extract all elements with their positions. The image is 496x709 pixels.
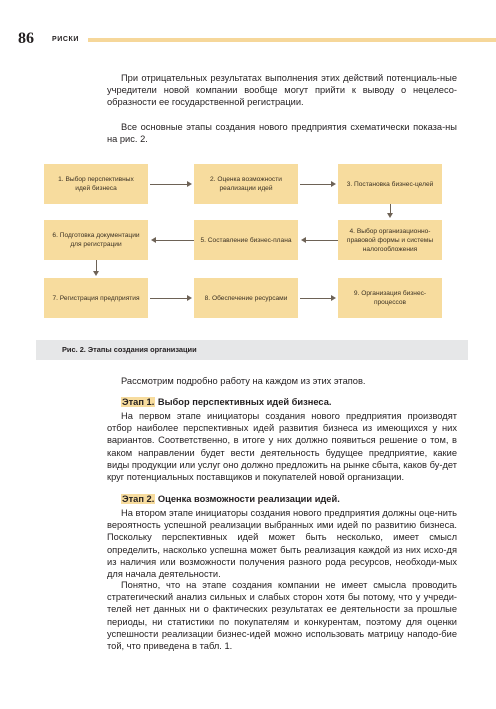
intro-paragraph-2: Все основные этапы создания нового предприятия схематически показа-ны на рис. 2. [107,122,457,145]
arrowhead-5-6 [151,237,156,243]
intro-paragraph-1: При отрицательных результатах выполнения этих действий потенциаль-ные учредители новой компании вообще могут прийти к выводу о нецелесо-образности ее государственной регистрации. [107,73,457,108]
arrowhead-4-5 [301,237,306,243]
stage-1-heading [121,397,331,407]
diagram-box-7: 7. Регистрация предприятия [44,278,148,318]
stage-2-heading [121,494,340,504]
section-title: РИСКИ [52,36,80,43]
arrow-2-3 [300,184,332,185]
arrowhead-6-7 [93,271,99,276]
diagram-box-1: 1. Выбор перспективных идей бизнеса [44,164,148,204]
stage-1-paragraph: На первом этапе инициаторы создания нового предприятия производят отбор наиболее перспективных идей развития бизнеса из имеющихся у них вариантов. Соответственно, в итоге у них должно появиться решение о том, в каком направлении будет вести деятельность будущее предприятие, какие виды продукции или услуг оно должно предложить на рынке сбыта, каков бу-дет круг потенциальных поставщиков и покупателей новой организации. [107,411,457,483]
header-accent-bar [88,38,496,42]
arrow-4-5 [306,240,338,241]
arrow-5-6 [156,240,194,241]
diagram-box-2: 2. Оценка возможности реализации идей [194,164,298,204]
stage-2-title: Оценка возможности реализации идей. [155,494,340,504]
arrowhead-7-8 [187,295,192,301]
stage-2-paragraph-2: Понятно, что на этапе создания компании не имеет смысла проводить стратегический анализ сильных и слабых сторон хотя бы потому, что у учреди-телей нет данных ни о фактических результатах ее деятельности за прошлые периоды, ни статистики по покупателям и конкурентам, поэтому для оценки успешности реализации бизнес-идей можно использовать матрицу наподо-бие той, что приведена в табл. 1. [107,580,457,652]
diagram-box-8: 8. Обеспечение ресурсами [194,278,298,318]
arrow-7-8 [150,298,188,299]
page-number: 86 [18,30,34,47]
diagram-box-5: 5. Составление бизнес-плана [194,220,298,260]
arrow-8-9 [300,298,332,299]
arrowhead-2-3 [331,181,336,187]
figure-caption: Рис. 2. Этапы создания организации [62,345,197,354]
page-header [0,0,496,60]
arrowhead-3-4 [387,213,393,218]
diagram-box-6: 6. Подготовка документации для регистрации [44,220,148,260]
diagram-box-4: 4. Выбор организационно-правовой формы и системы налогообложения [338,220,442,260]
stage-1-title: Выбор перспективных идей бизнеса. [155,397,332,407]
stages-diagram [36,152,468,330]
figure-caption-bar [36,340,468,360]
stage-1-label: Этап 1. [122,397,155,407]
body-paragraph-intro: Рассмотрим подробно работу на каждом из этих этапов. [121,376,366,386]
arrow-1-2 [150,184,188,185]
arrowhead-1-2 [187,181,192,187]
stage-2-label: Этап 2. [122,494,155,504]
stage-2-paragraph: На втором этапе инициаторы создания нового предприятия должны оце-нить вероятность успешной реализации выбранных ими идей по развитию бизнеса. Поскольку перспективных идей может быть несколько, имеет смысл определить, насколько успешна может быть реализация каждой из них исхо-дя из наличия или возможности получения разного рода ресурсов, необходи-мых для начала деятельности. [107,508,457,580]
arrowhead-8-9 [331,295,336,301]
diagram-box-3: 3. Постановка бизнес-целей [338,164,442,204]
diagram-box-9: 9. Организация бизнес-процессов [338,278,442,318]
